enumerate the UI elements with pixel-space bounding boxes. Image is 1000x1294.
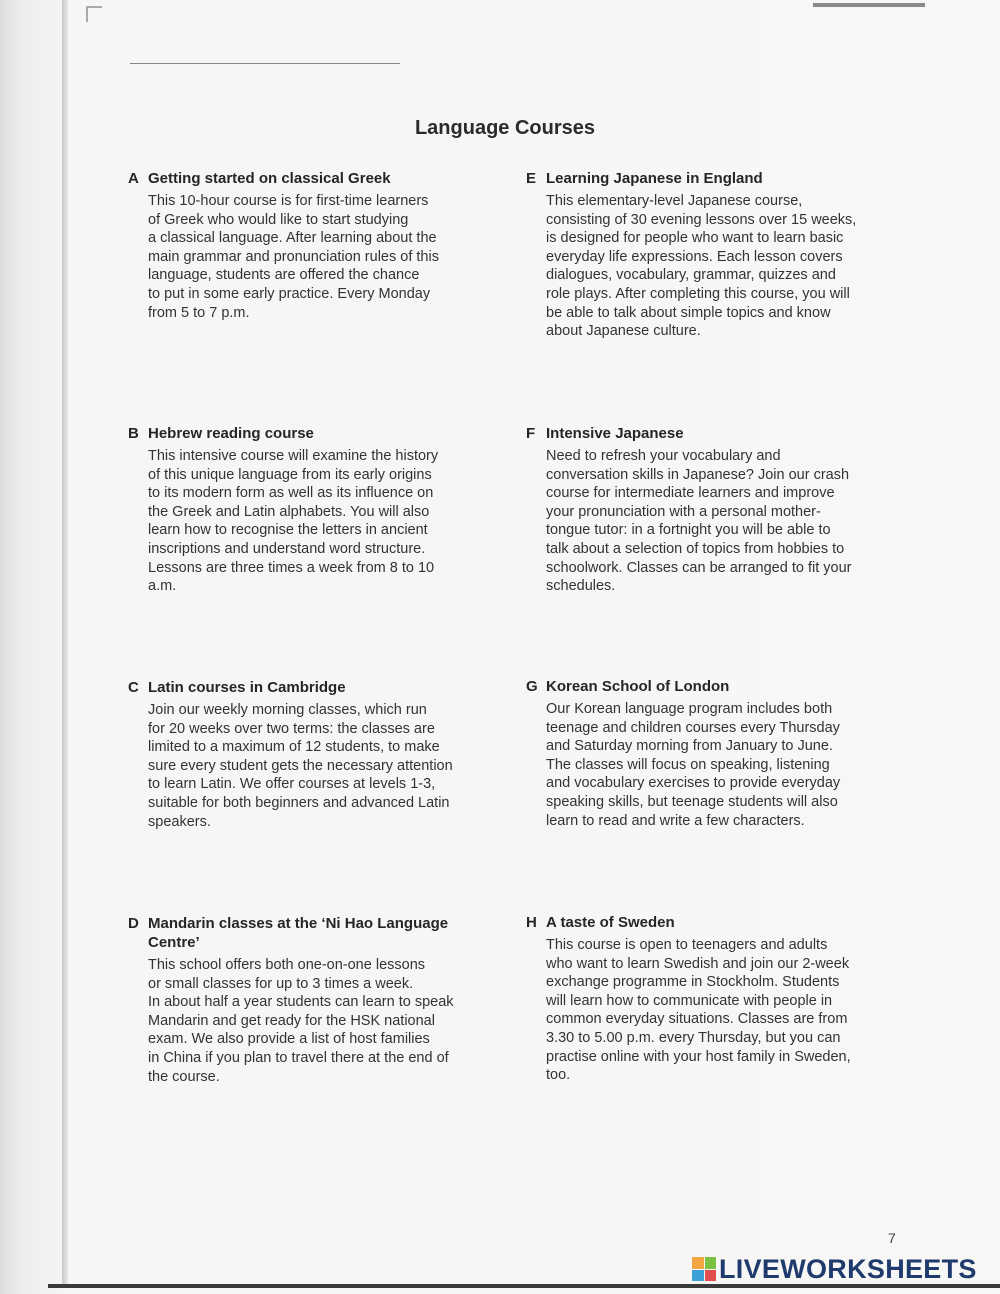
course-c (128, 678, 468, 831)
page-number: 7 (888, 1230, 896, 1246)
course-heading (128, 678, 468, 697)
course-description: Join our weekly morning classes, which run for 20 weeks over two terms: the classes are limited to a maximum of 12 students, to make sure every student gets the necessary attention to learn Latin. We offer courses at levels 1-3, suitable for both beginners and advanced Latin speakers. (148, 702, 453, 830)
course-g (526, 677, 866, 830)
course-title: Korean School of London (546, 678, 730, 695)
course-heading (526, 424, 866, 443)
course-letter: D (128, 915, 139, 932)
bottom-edge-bar (48, 1284, 1000, 1288)
course-description: This 10-hour course is for first-time learners of Greek who would like to start studying a classical language. After learning about the main grammar and pronunciation rules of this language, students are offered the chance to put in some early practice. Every Monday from 5 to 7 p.m. (148, 193, 439, 321)
course-title: Intensive Japanese (546, 425, 684, 442)
course-title: Hebrew reading course (148, 425, 314, 442)
liveworksheets-watermark (692, 1255, 977, 1283)
course-a (128, 169, 468, 322)
course-description: This course is open to teenagers and adults who want to learn Swedish and join our 2-week exchange programme in Stockholm. Students will learn how to communicate with people in common everyday situations. Classes are from 3.30 to 5.00 p.m. every Thursday, but you can practise online with your host family in Sweden, too. (546, 937, 851, 1084)
course-heading (128, 169, 468, 188)
course-heading (526, 169, 866, 188)
course-e (526, 169, 866, 341)
course-letter: C (128, 679, 139, 696)
course-description: Need to refresh your vocabulary and conversation skills in Japanese? Join our crash course for intermediate learners and improve your pronunciation with a personal mother- tongue tutor: in a fortnight you will be able to talk about a selection of topics from hobbies to schoolwork. Classes can be arranged to fit your schedules. (546, 448, 852, 595)
course-letter: A (128, 170, 139, 187)
course-letter: E (526, 170, 537, 187)
course-letter: B (128, 425, 139, 442)
liveworksheets-logo-icon (692, 1257, 716, 1281)
course-letter: H (526, 914, 537, 931)
corner-crop-mark (86, 6, 102, 22)
course-letter: F (526, 425, 536, 442)
course-title: A taste of Sweden (546, 914, 675, 931)
course-description: Our Korean language program includes both teenage and children courses every Thursday and Saturday morning from January to June. The classes will focus on speaking, listening and vocabulary exercises to provide everyday speaking skills, but teenage students will also learn to read and write a few characters. (546, 701, 841, 829)
course-heading (526, 677, 866, 696)
course-title: Mandarin classes at the ‘Ni Hao Language Centre’ (148, 915, 449, 951)
watermark-text: LIVEWORKSHEETS (719, 1254, 977, 1284)
course-description: This elementary-level Japanese course, consisting of 30 evening lessons over 15 weeks, is designed for people who want to learn basic everyday life expressions. Each lesson covers dialogues, vocabulary, grammar, quizzes and role plays. After completing this course, you will be able to talk about simple topics and know about Japanese culture. (546, 193, 857, 340)
course-d (128, 914, 473, 1086)
course-b (128, 424, 468, 596)
page-fold-shadow (62, 0, 68, 1285)
course-heading (128, 424, 468, 443)
course-heading (128, 914, 473, 952)
course-title: Latin courses in Cambridge (148, 679, 346, 696)
course-letter: G (526, 678, 538, 695)
course-description: This school offers both one-on-one lessons or small classes for up to 3 times a week. In about half a year students can learn to speak Mandarin and get ready for the HSK national exam. We also provide a list of host families in China if you plan to travel there at the end of the course. (148, 957, 454, 1085)
top-rule (130, 63, 400, 64)
course-title: Getting started on classical Greek (148, 170, 391, 187)
course-h (526, 913, 866, 1085)
course-heading (526, 913, 866, 932)
page-title: Language Courses (414, 117, 596, 139)
course-f (526, 424, 866, 596)
logo-square-icon (692, 1257, 704, 1269)
top-right-rule (813, 3, 925, 7)
logo-square-icon (705, 1270, 717, 1282)
logo-square-icon (705, 1257, 717, 1269)
logo-square-icon (692, 1270, 704, 1282)
course-description: This intensive course will examine the history of this unique language from its early origins to its modern form as well as its influence on the Greek and Latin alphabets. You will also learn how to recognise the letters in ancient inscriptions and understand word structure. Lessons are three times a week from 8 to 10 a.m. (148, 448, 439, 595)
course-title: Learning Japanese in England (546, 170, 763, 187)
